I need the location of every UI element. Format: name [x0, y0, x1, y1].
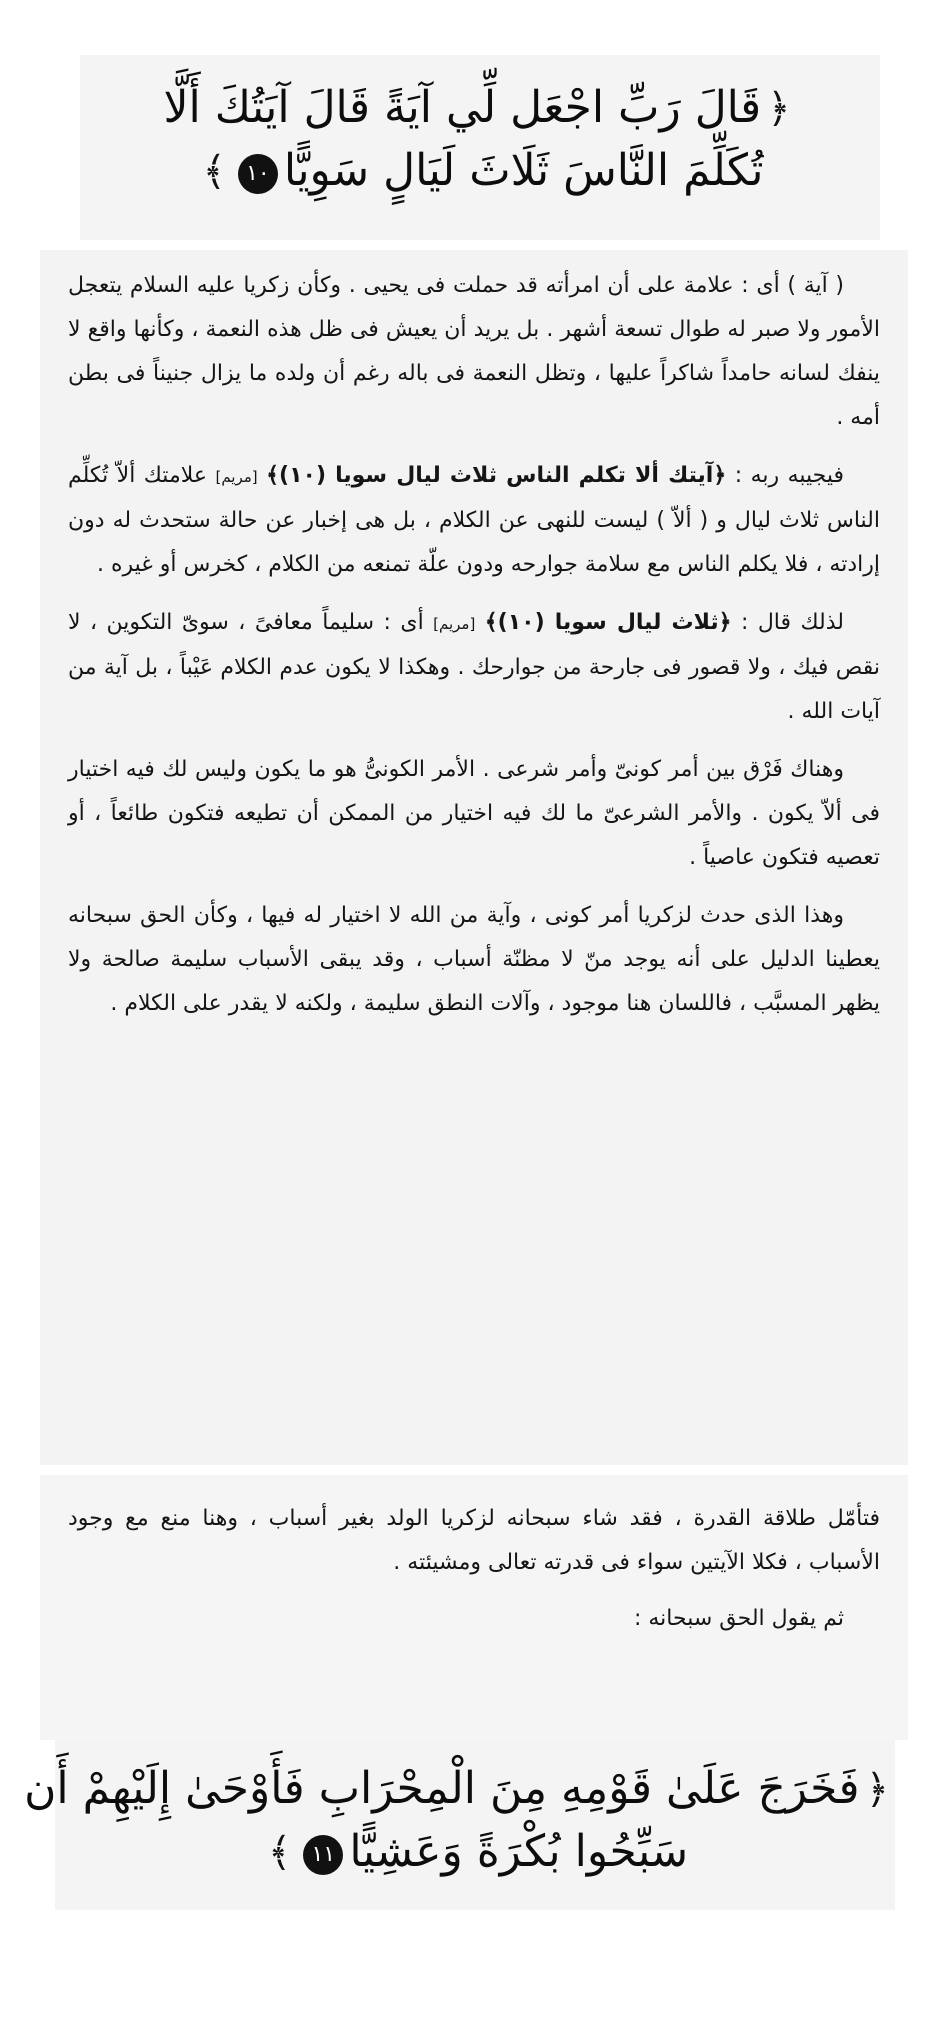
commentary-paragraph-2 [40, 454, 908, 587]
verse-11-text-2: سَبِّحُوا بُكْرَةً وَعَشِيًّا [349, 1826, 689, 1877]
verse-open-bracket: ﴿ [767, 86, 791, 132]
commentary-section [40, 250, 908, 1465]
verse-open-bracket: ﴿ [865, 1767, 889, 1813]
p3-quran-quote: ﴿ثلاث ليال سويا (١٠)﴾ [484, 610, 732, 635]
verse-11-line-1 [24, 1758, 895, 1821]
commentary-paragraph-1: ( آية ) أى : علامة على أن امرأته قد حملت فى يحيى . وكأن زكريا عليه السلام يتعجل الأمور ولا صبر له طوال تسعة أشهر . بل يريد أن يعيش فى ظل هذه النعمة ، وكأنها واقع لا ينفك لسانه حامداً شاكراً عليها ، وتظل النعمة فى باله رغم أن ولده ما يزال جنيناً فى بطن أمه . [68, 273, 880, 430]
closing-paragraph-2: ثم يقول الحق سبحانه : [633, 1606, 844, 1631]
commentary-paragraph-3 [40, 601, 908, 734]
commentary-paragraph-5: وهذا الذى حدث لزكريا أمر كونى ، وآية من الله لا اختيار له فيها ، وكأن الحق سبحانه يعطينا الدليل على أنه يوجد منّ لا مظنّة أسباب ، وقد يبقى الأسباب سليمة صالحة ولا يظهر المسبَّب ، فاللسان هنا موجود ، وآلات النطق سليمة ، ولكنه لا يقدر على الكلام . [68, 903, 880, 1016]
p3-surah-ref: [مريم] [433, 615, 476, 633]
verse-10-line-2 [80, 140, 880, 203]
p3-rest: أى : سليماً معافىً ، سوىّ التكوين ، لا نقص فيك ، ولا قصور فى جارحة من جوارحك . وهكذا لا يكون عدم الكلام عَيْباً ، بل آية من آيات الله . [68, 610, 880, 724]
verse-11-box [24, 1740, 895, 1910]
closing-section [40, 1475, 908, 1740]
p3-intro: لذلك قال : [740, 610, 844, 635]
verse-11-text-1: فَخَرَجَ عَلَىٰ قَوْمِهِ مِنَ الْمِحْرَابِ فَأَوْحَىٰ إِلَيْهِمْ أَن [24, 1763, 860, 1814]
p2-rest: علامتك ألاّ تُكلِّم الناس ثلاث ليال و ( ألاّ ) ليست للنهى عن الكلام ، بل هى إخبار عن حالة ستحدث له دون إرادته ، فلا يكلم الناس مع سلامة جوارحه ودون علّة تمنعه من الكلام ، كخرس أو غيره . [68, 463, 880, 577]
commentary-paragraph-4: وهناك فَرْق بين أمر كونىّ وأمر شرعى . الأمر الكونىُّ هو ما يكون وليس لك فيه اختيار فى ألاّ يكون . والأمر الشرعىّ ما لك فيه اختيار من الممكن أن تطيعه فتكون طائعاً ، أو تعصيه فتكون عاصياً . [68, 757, 880, 870]
verse-close-bracket: ﴾ [202, 149, 226, 195]
verse-number-badge: ١١ [303, 1835, 343, 1875]
verse-number-badge: ١٠ [238, 154, 278, 194]
p2-intro: فيجيبه ربه : [734, 463, 845, 488]
closing-paragraph-1: فتأمّل طلاقة القدرة ، فقد شاء سبحانه لزكريا الولد بغير أسباب ، وهنا منع مع وجود الأسباب ، فكلا الآيتين سواء فى قدرته تعالى ومشيئته . [68, 1506, 880, 1575]
verse-10-line-1 [80, 77, 880, 140]
verse-close-bracket: ﴾ [267, 1830, 292, 1876]
p2-surah-ref: [مريم] [215, 468, 258, 486]
verse-10-text-1: قَالَ رَبِّ اجْعَل لِّي آيَةً قَالَ آيَتُكَ أَلَّا [163, 82, 762, 133]
verse-11-line-2 [55, 1821, 895, 1884]
verse-10-box [80, 55, 880, 240]
verse-10-text-2: تُكَلِّمَ النَّاسَ ثَلَاثَ لَيَالٍ سَوِيًّا [283, 145, 764, 196]
p2-quran-quote: ﴿آيتك ألا تكلم الناس ثلاث ليال سويا (١٠)﴾ [266, 463, 727, 488]
